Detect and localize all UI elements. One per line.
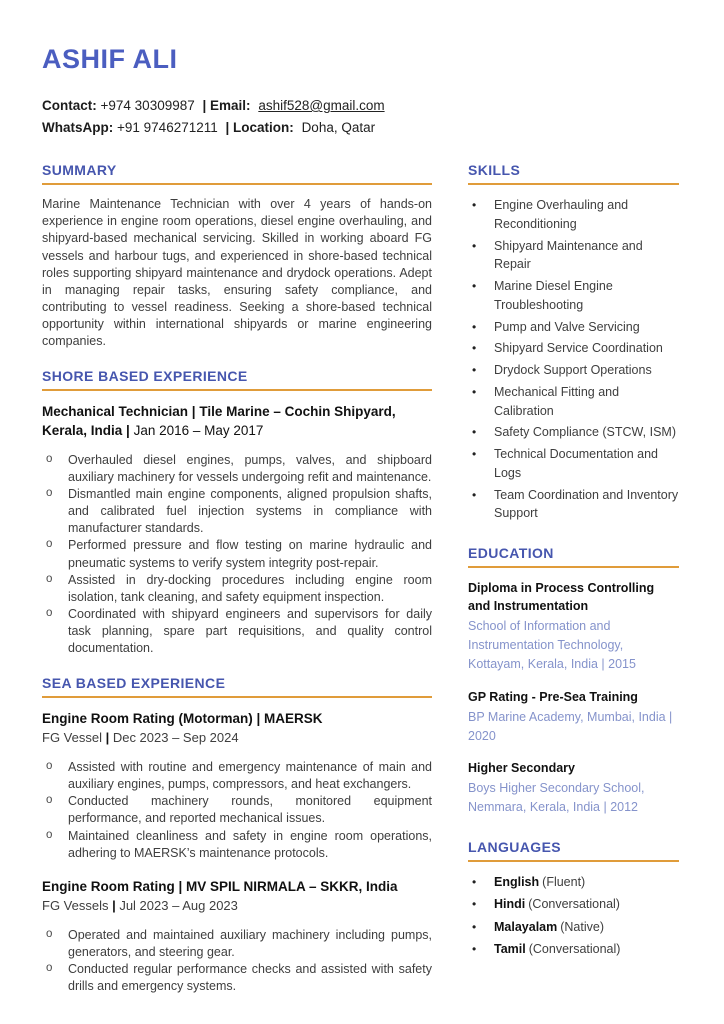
bullet-marker: •: [472, 942, 477, 957]
location-value: Doha, Qatar: [301, 119, 376, 135]
bullet-marker: o: [46, 452, 53, 465]
job-title: [42, 710, 432, 728]
job-vessel: FG Vessel: [42, 730, 106, 746]
job-sub-pipe: |: [112, 897, 116, 913]
bullet-marker: •: [472, 341, 477, 356]
location-label: | Location:: [225, 119, 294, 135]
job-title-dates: Jan 2016 – May 2017: [129, 422, 264, 438]
page-title: ASHIF ALI: [42, 44, 178, 74]
job-title-bold: Engine Room Rating (Motorman) | MAERSK: [42, 711, 323, 727]
school-name: Boys Higher Secondary School, Nemmara, Kerala, India | 2012: [468, 781, 645, 815]
language-name: Malayalam: [494, 919, 558, 934]
job-title-bold: Engine Room Rating | MV SPIL NIRMALA – SKKR, India: [42, 878, 398, 894]
skills-list: [468, 196, 679, 523]
job-entry: [42, 403, 432, 657]
list-item: • Pump and Valve Servicing: [468, 318, 679, 337]
education-entry: [468, 759, 679, 817]
bullet-marker: o: [46, 760, 53, 773]
list-item: [468, 873, 679, 892]
list-item: o Conducted regular performance checks and assisted with safety drills and emergency systems.: [42, 961, 432, 995]
list-item: o Operated and maintained auxiliary machinery including pumps, generators, and steering gear.: [42, 927, 432, 961]
bullet-marker: •: [472, 238, 477, 253]
education-entry: [468, 579, 679, 674]
list-item: • Shipyard Maintenance and Repair: [468, 237, 679, 275]
list-item: • Mechanical Fitting and Calibration: [468, 383, 679, 421]
list-item: • Shipyard Service Coordination: [468, 339, 679, 358]
education-heading: EDUCATION: [468, 545, 679, 568]
bullet-marker: o: [46, 961, 53, 974]
bullet-marker: o: [46, 538, 53, 551]
job-bullet-list: [42, 927, 432, 996]
language-level: (Fluent): [542, 874, 586, 889]
job-entry: [42, 878, 432, 995]
bullet-marker: •: [472, 897, 477, 912]
school-name: School of Information and Instrumentation Technology, Kottayam, Kerala, India | 2015: [468, 619, 636, 671]
job-title: [42, 403, 432, 439]
language-name: English: [494, 874, 540, 889]
contact-line-1: [42, 95, 700, 117]
list-item: o Maintained cleanliness and safety in engine room operations, adhering to MAERSK’s maintenance protocols.: [42, 828, 432, 862]
list-item: • Drydock Support Operations: [468, 361, 679, 380]
list-item: [468, 940, 679, 959]
whatsapp-label: WhatsApp:: [42, 119, 114, 135]
list-item: o Dismantled main engine components, aligned propulsion shafts, and calibrated fuel injection systems in compliance with manufacturer standards.: [42, 486, 432, 537]
email-label: | Email:: [202, 98, 251, 113]
bullet-marker: o: [46, 794, 53, 807]
skills-heading: SKILLS: [468, 162, 679, 185]
whatsapp-phone: +91 9746271211: [117, 119, 218, 135]
job-sub-pipe: |: [105, 730, 110, 746]
language-name: Tamil: [494, 942, 526, 957]
bullet-marker: •: [472, 425, 477, 440]
two-column-layout: [42, 162, 700, 1013]
list-item: o Performed pressure and flow testing on marine hydraulic and pneumatic systems to verify system integrity post-repair.: [42, 537, 432, 571]
job-vessel: FG Vessels: [42, 897, 113, 913]
bullet-marker: •: [472, 198, 477, 213]
list-item: • Safety Compliance (STCW, ISM): [468, 423, 679, 442]
section-skills: [468, 162, 679, 523]
bullet-marker: o: [46, 572, 53, 585]
list-item: • Engine Overhauling and Reconditioning: [468, 196, 679, 234]
list-item: o Coordinated with shipyard engineers and supervisors for daily task planning, spare part requisitions, and quality control documentation.: [42, 606, 432, 657]
language-level: (Native): [560, 919, 604, 934]
list-item: [468, 918, 679, 937]
bullet-marker: •: [472, 447, 477, 462]
list-item: o Assisted with routine and emergency maintenance of main and auxiliary engines, pumps, compressors, and heat exchangers.: [42, 759, 432, 793]
languages-heading: LANGUAGES: [468, 839, 679, 862]
bullet-marker: •: [472, 874, 477, 889]
sea-experience-heading: SEA BASED EXPERIENCE: [42, 675, 432, 698]
list-item: o Conducted machinery rounds, monitored equipment performance, and reported mechanical issues.: [42, 793, 432, 827]
bullet-marker: o: [46, 828, 53, 841]
section-summary: [42, 162, 432, 350]
section-sea-experience: [42, 675, 432, 995]
section-shore-experience: [42, 368, 432, 657]
job-entry: [42, 710, 432, 862]
list-item: o Overhauled diesel engines, pumps, valves, and shipboard auxiliary machinery for vessels undergoing refit and maintenance.: [42, 452, 432, 486]
job-dates: Dec 2023 – Sep 2024: [109, 730, 239, 746]
summary-text: Marine Maintenance Technician with over 4 years of hands-on experience in engine room operations, diesel engine overhauling, and shipyard-based mechanical servicing. Skilled in working aboard FG vessels and harbour tugs, and experienced in shore-based technical roles supporting shipyard maintenance and drydock operations. Adept in managing repair tasks, ensuring safety compliance, and contributing to vessel readiness. Seeking a shore-based technical opportunity within international shipyards or marine engineering companies.: [42, 197, 432, 349]
summary-heading: SUMMARY: [42, 162, 432, 185]
school-name: BP Marine Academy, Mumbai, India | 2020: [468, 709, 673, 743]
list-item: • Technical Documentation and Logs: [468, 445, 679, 483]
contact-label: Contact:: [42, 98, 97, 113]
job-bullet-list: [42, 452, 432, 658]
degree-title: Higher Secondary: [468, 761, 575, 776]
bullet-marker: o: [46, 487, 53, 499]
job-bullet-list: [42, 759, 432, 862]
languages-list: [468, 873, 679, 960]
degree-title: GP Rating - Pre-Sea Training: [468, 689, 638, 704]
bullet-marker: •: [472, 319, 477, 334]
bullet-marker: •: [472, 363, 477, 378]
list-item: [468, 895, 679, 914]
section-languages: [468, 839, 679, 960]
job-title-bold: Mechanical Technician | Tile Marine – Cochin Shipyard, Kerala, India |: [42, 404, 396, 438]
job-title: [42, 878, 432, 896]
list-item: o Assisted in dry-docking procedures including engine room isolation, tank cleaning, and safety equipment inspection.: [42, 572, 432, 606]
job-dates: Jul 2023 – Aug 2023: [115, 897, 238, 913]
bullet-marker: o: [46, 927, 53, 940]
degree-title: Diploma in Process Controlling and Instrumentation: [468, 581, 655, 614]
section-education: [468, 545, 679, 817]
job-subtitle: [42, 729, 432, 747]
bullet-marker: •: [472, 487, 477, 502]
left-column: [42, 162, 432, 1013]
bullet-marker: •: [472, 919, 477, 934]
list-item: • Team Coordination and Inventory Support: [468, 486, 679, 524]
bullet-marker: o: [46, 606, 53, 619]
right-column: [468, 162, 679, 1013]
language-level: (Conversational): [528, 897, 620, 912]
bullet-marker: •: [472, 384, 477, 399]
language-name: Hindi: [494, 897, 526, 912]
job-subtitle: [42, 897, 432, 915]
contact-phone: +974 30309987: [100, 98, 195, 113]
shore-experience-heading: SHORE BASED EXPERIENCE: [42, 368, 432, 391]
language-level: (Conversational): [528, 942, 621, 957]
email-link[interactable]: ashif528@gmail.com: [258, 98, 385, 113]
bullet-marker: •: [472, 279, 477, 294]
contact-line-2: [42, 117, 700, 139]
list-item: • Marine Diesel Engine Troubleshooting: [468, 277, 679, 315]
education-entry: [468, 688, 679, 746]
